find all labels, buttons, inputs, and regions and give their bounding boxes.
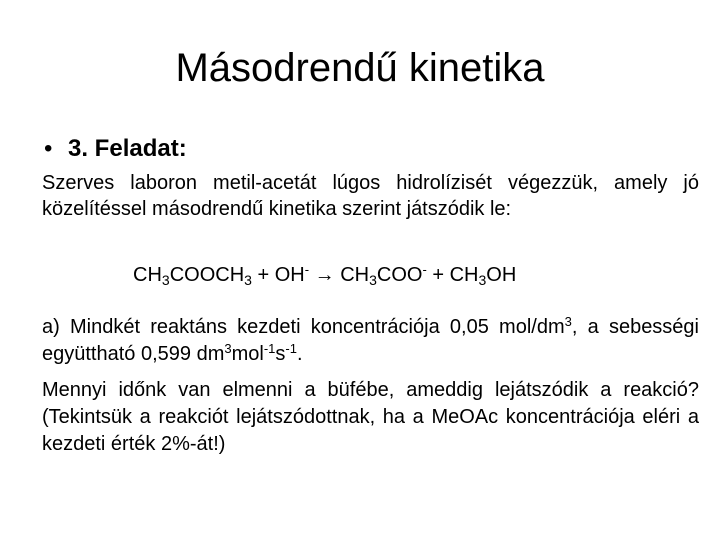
part-a-text: a) Mindkét reaktáns kezdeti koncentrációja 0,05 mol/dm [42, 316, 565, 338]
part-a-text: , a sebességi együttható 0,599 dm [42, 316, 699, 365]
eq-text: OH [486, 264, 517, 286]
intro-paragraph: Szerves laboron metil-acetát lúgos hidrolízisét végezzük, amely jó közelítéssel másodrendű kinetika szerint játszódik le: [42, 172, 699, 220]
eq-charge: - [422, 262, 427, 277]
part-a-superscript: 3 [564, 314, 572, 329]
eq-subscript: 3 [161, 272, 170, 288]
question-paragraph: Mennyi időnk van elmenni a büfébe, ameddig lejátszódik a reakció? (Tekintsük a reakciót lejátszódottnak, ha a MeOAc koncentrációja eléri a kezdeti érték 2%-át!) [42, 379, 699, 455]
eq-text: COOCH [169, 264, 245, 286]
part-a-text: s [275, 343, 286, 365]
part-a-text: mol [231, 343, 264, 365]
task-label: 3. Feladat: [68, 135, 187, 162]
eq-subscript: 3 [478, 272, 487, 288]
bullet-icon: • [44, 135, 53, 162]
eq-charge: - [304, 262, 310, 277]
part-a-superscript: -1 [285, 341, 297, 356]
part-a-superscript: -1 [263, 341, 276, 356]
eq-arrow-text: → CH [309, 264, 370, 286]
task-heading [44, 134, 187, 164]
reaction-equation [133, 262, 516, 288]
eq-text: + CH [426, 264, 479, 286]
part-a-superscript: 3 [224, 341, 232, 356]
eq-subscript: 3 [244, 272, 252, 288]
part-a-paragraph [42, 314, 699, 368]
eq-text: COO [376, 264, 423, 286]
part-a-text: . [296, 343, 303, 365]
eq-text: CH [133, 264, 162, 286]
eq-text: + OH [251, 264, 305, 286]
slide-title: Másodrendű kinetika [175, 46, 545, 90]
eq-subscript: 3 [369, 272, 377, 288]
